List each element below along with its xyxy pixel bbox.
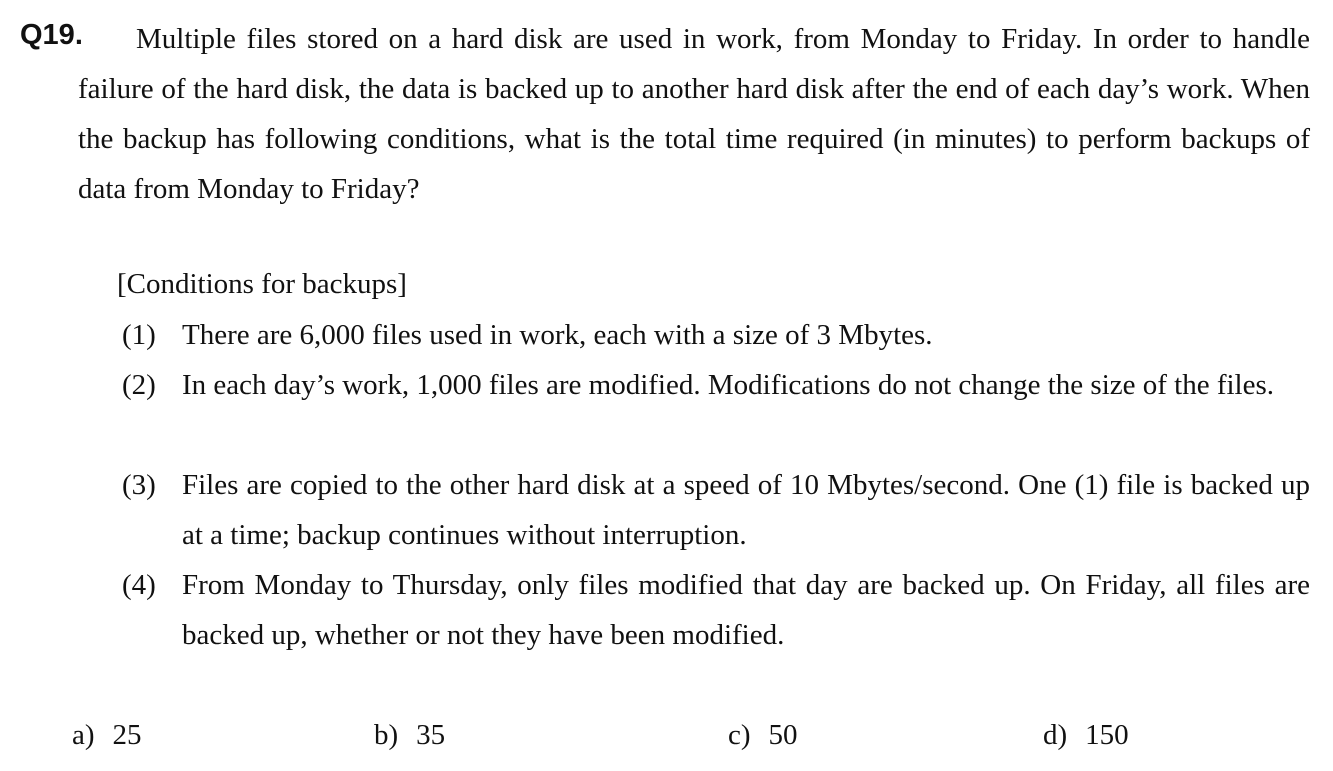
option-label: a) [72,719,95,751]
answer-option-d[interactable] [1043,714,1129,756]
question-number: Q19. [20,19,83,51]
condition-text: There are 6,000 files used in work, each with a size of 3 Mbytes. [182,319,933,351]
condition-item-3 [122,460,1310,560]
condition-text: Files are copied to the other hard disk at a speed of 10 Mbytes/second. One (1) file is backed up at a time; backup continues without interruption. [182,469,1310,551]
answer-option-b[interactable] [374,714,445,756]
option-value: 150 [1085,719,1129,751]
condition-text: From Monday to Thursday, only files modified that day are backed up. On Friday, all files are backed up, whether or not they have been modified. [182,569,1310,651]
option-value: 25 [112,719,142,751]
answer-option-a[interactable] [72,714,142,756]
condition-number: (1) [122,319,156,351]
condition-item-1 [122,310,1310,360]
condition-text: In each day’s work, 1,000 files are modified. Modifications do not change the size of the files. [182,369,1275,401]
condition-item-2 [122,360,1310,410]
conditions-title: [Conditions for backups] [117,268,407,300]
option-value: 35 [416,719,446,751]
condition-item-4 [122,560,1310,660]
option-value: 50 [768,719,798,751]
condition-number: (4) [122,569,156,601]
condition-number: (3) [122,469,156,501]
option-label: c) [728,719,751,751]
condition-number: (2) [122,369,156,401]
option-label: b) [374,719,399,751]
option-label: d) [1043,719,1068,751]
question-stem: Multiple files stored on a hard disk are used in work, from Monday to Friday. In order to handle failure of the hard disk, the data is backed up to another hard disk after the end of each day’s work. When the backup has following conditions, what is the total time required (in minutes) to perform backups of data from Monday to Friday? [78,23,1310,205]
answer-option-c[interactable] [728,714,798,756]
